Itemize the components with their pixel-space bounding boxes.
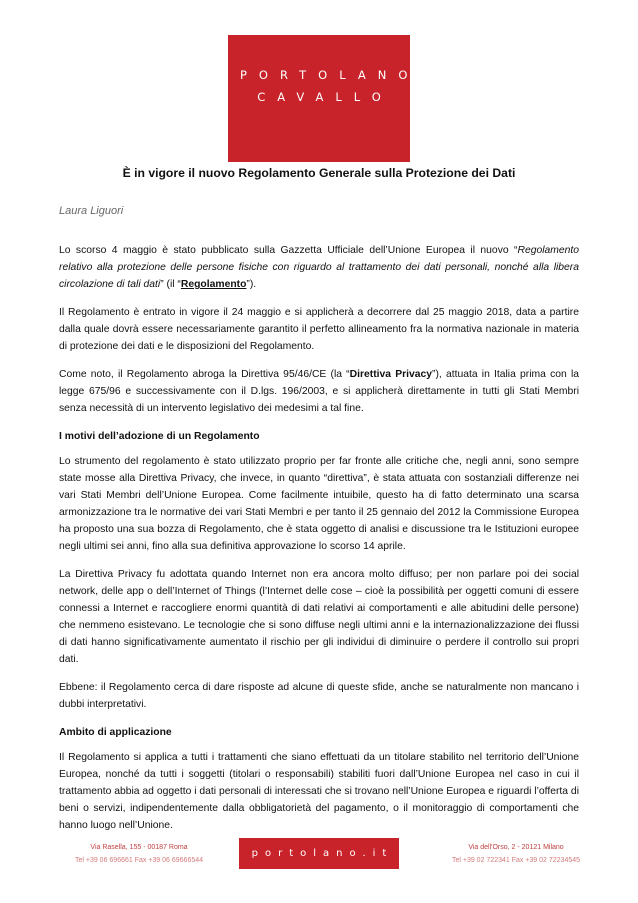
logo-line-portolano: PORTOLANO (240, 68, 420, 82)
milan-address: Via dell'Orso, 2 - 20121 Milano (468, 844, 564, 851)
footer-rome-office (66, 841, 212, 867)
p1-text-c: ” (il “ (160, 279, 181, 290)
milan-phones: Tel +39 02 722341 Fax +39 02 72234545 (451, 857, 581, 864)
logo-line-cavallo: CAVALLO (257, 90, 393, 104)
footer-milan-office (436, 841, 596, 867)
p1-text-a: Lo scorso 4 maggio è stato pubblicato sulla Gazzetta Ufficiale dell’Unione Europea il nuovo “ (59, 245, 518, 256)
document-body (59, 242, 579, 845)
paragraph-directive (59, 366, 579, 417)
directive-defined-term: Direttiva Privacy (349, 369, 433, 380)
regulation-full-name: Regolamento relativo alla protezione delle persone fisiche con riguardo al trattamento dei dati personali, nonché alla libera circolazione di tali dati (59, 245, 579, 290)
paragraph-intro (59, 242, 579, 293)
regulation-defined-term: Regolamento (180, 279, 247, 290)
paragraph-entry-into-force: Il Regolamento è entrato in vigore il 24 maggio e si applicherà a decorrere dal 25 maggio 2018, data a partire dalla quale dovrà essere necessariamente garantito il perfetto allineamento fra la normativa nazionale in materia di protezione dei dati e le disposizioni del Regolamento. (59, 307, 579, 352)
p1-text-e: ”). (246, 279, 257, 290)
footer-website[interactable]: portolano.it (239, 838, 399, 869)
rome-address: Via Rasella, 155 - 00187 Roma (90, 844, 188, 851)
p3-text-a: Come noto, il Regolamento abroga la Direttiva 95/46/CE (la “ (59, 369, 350, 380)
document-title: È in vigore il nuovo Regolamento Generale sulla Protezione dei Dati (122, 166, 516, 180)
p3-text-c: ”), attuata in Italia prima con la legge 675/96 e successivamente con il D.lgs. 196/2003, e si applicherà direttamente in tutti gli Stati Membri senza necessità di un intervento legislativo dei medesimi a tal fine. (59, 369, 579, 414)
rome-phones: Tel +39 06 696661 Fax +39 06 69666544 (74, 857, 204, 864)
paragraph-scope: Il Regolamento si applica a tutti i trattamenti che siano effettuati da un titolare stabilito nel territorio dell’Unione Europea, nonché da tutti i soggetti (titolari o responsabili) stabiliti fuori dall’Unione Europea nel caso in cui il trattamento abbia ad oggetto i dati personali di interessati che si trovano nell’Unione Europea e riguardi l’offerta di beni o servizi, indipendentemente dalla obbligatorietà del pagamento, o il monitoraggio di comportamenti che hanno luogo nell’Unione. (59, 752, 579, 831)
paragraph-reasons-2: La Direttiva Privacy fu adottata quando Internet non era ancora molto diffuso; per non parlare poi dei social network, delle app o dell’Internet of Things (l’Internet delle cose – cioè la possibilità per oggetti comuni di essere connessi a Internet e raccogliere enormi quantità di dati relativi ai comportamenti e alle abitudini delle persone) che nemmeno esistevano. Le tecnologie che si sono diffuse negli ultimi anni e la internazionalizzazione dei flussi di dati hanno significativamente aumentato il rischio per gli individui di diminuire o perdere il controllo sui propri dati. (59, 569, 579, 665)
paragraph-reasons-1: Lo strumento del regolamento è stato utilizzato proprio per far fronte alle critiche che, negli anni, sono sempre state mosse alla Direttiva Privacy, che invece, in quanto “direttiva”, è stata attuata con sostanziali differenze nei vari Stati Membri dell’Unione Europea. Come facilmente intuibile, questo ha di fatto determinato una scarsa armonizzazione tra le normative dei vari Stati Membri e per tanto il 25 gennaio del 2012 la Commissione Europea ha proposto una sua bozza di Regolamento, che è stata oggetto di analisi e discussione tra le Istituzioni europee negli ultimi sei anni, fino alla sua definitiva approvazione lo scorso 14 aprile. (59, 456, 579, 552)
author-name: Laura Liguori (59, 205, 124, 217)
section-heading-scope: Ambito di applicazione (59, 727, 172, 738)
section-heading-reasons: I motivi dell’adozione di un Regolamento (59, 431, 260, 442)
firm-logo (228, 35, 420, 162)
paragraph-reasons-3: Ebbene: il Regolamento cerca di dare risposte ad alcune di queste sfide, anche se naturalmente non mancano i dubbi interpretativi. (59, 682, 579, 710)
